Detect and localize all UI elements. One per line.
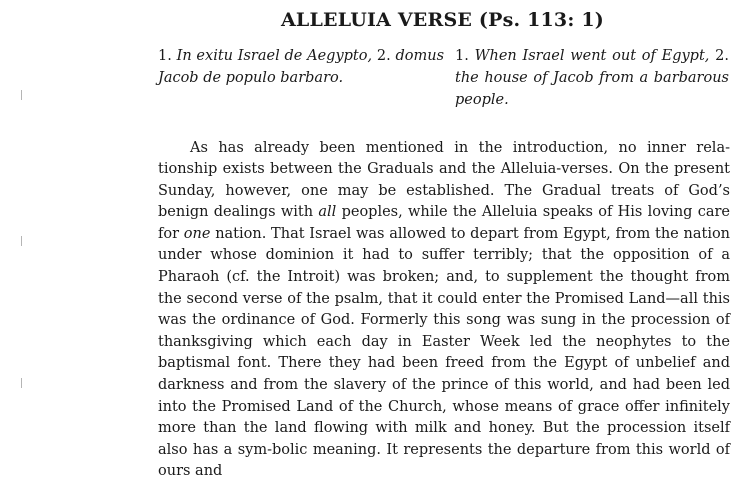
verse-number: 2. xyxy=(715,48,729,64)
commentary-paragraph xyxy=(158,138,730,483)
english-verse-column xyxy=(455,45,729,111)
verse-number: 2. xyxy=(377,48,391,64)
latin-verse-text: In exitu Israel de Aegypto, xyxy=(177,48,372,64)
margin-mark xyxy=(21,378,22,388)
emphasis-text: all xyxy=(318,204,336,220)
paragraph-text: peoples, while the Alleluia speaks of His loving care for xyxy=(158,204,730,242)
margin-mark xyxy=(21,236,22,246)
english-verse-text: When Israel went out of Egypt, xyxy=(475,48,710,64)
emphasis-text: one xyxy=(184,226,211,242)
paragraph-text: As has already been mentioned in the introduction, no inner rela-tionship exists between the Graduals and the Alleluia-verses. On the present Sunday, however, one may be established. The Gradual treats of God’s benign dealings with xyxy=(158,140,730,221)
english-verse-text: the house of Jacob from a barbarous people. xyxy=(455,70,729,108)
paragraph-text: nation. That Israel was allowed to depart from Egypt, from the nation under whose dominion it had to suffer terribly; that the opposition of a Pharaoh (cf. the Introit) was broken; and, to supplement the thought from the second verse of the psalm, that it could enter the Promised Land—all this was the ordinance of God. Formerly this song was sung in the procession of thanksgiving which each day in Easter Week led the neophytes to the baptismal font. There they had been freed from the Egypt of unbelief and darkness and from the slavery of the prince of this world, and had been led into the Promised Land of the Church, whose means of grace offer infinitely more than the land flowing with milk and honey. But the procession itself also has a sym-bolic meaning. It represents the departure from this world of ours and xyxy=(158,226,730,480)
margin-mark xyxy=(21,90,22,100)
verse-number: 1. xyxy=(455,48,469,64)
latin-verse-text: domus Jacob de populo barbaro. xyxy=(158,48,444,86)
section-heading: ALLELUIA VERSE (Ps. 113: 1) xyxy=(155,8,730,32)
verse-number: 1. xyxy=(158,48,172,64)
latin-verse-column xyxy=(158,45,444,89)
